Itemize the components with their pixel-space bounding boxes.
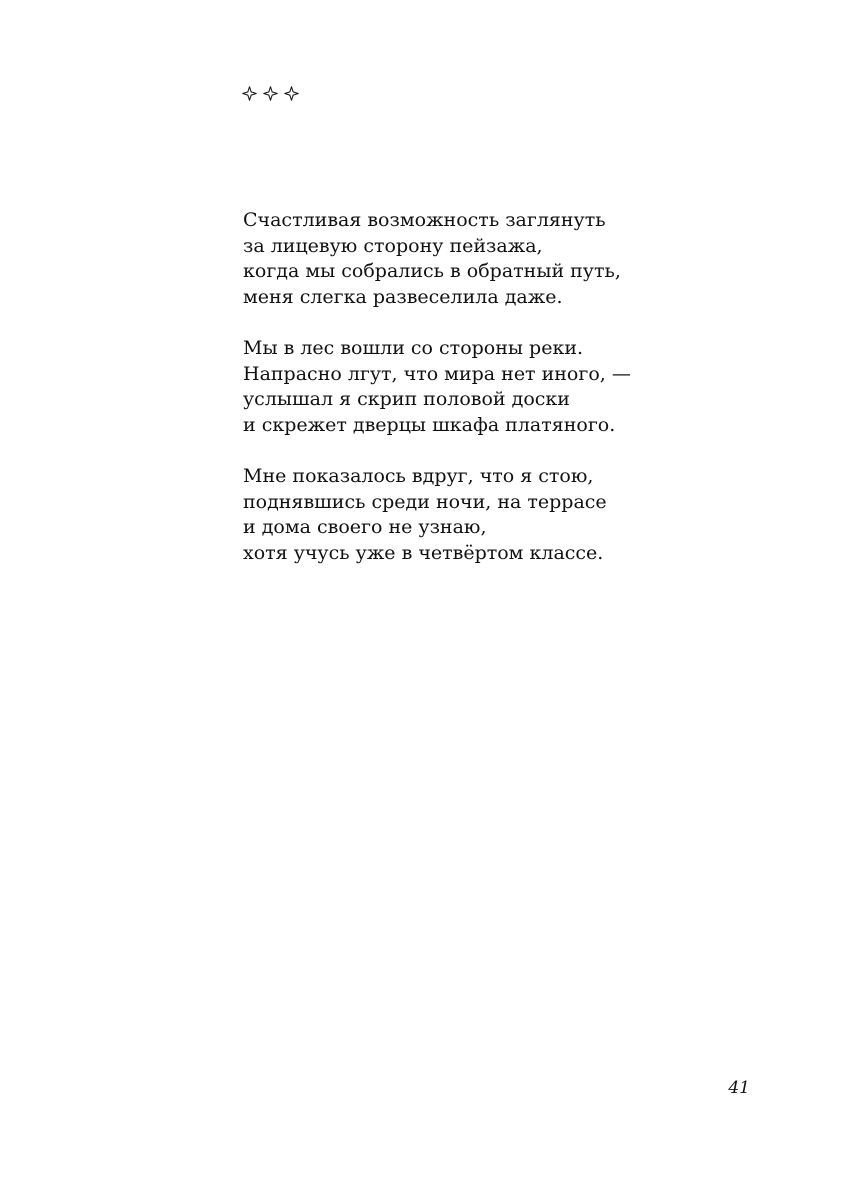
star-ornament-icon — [242, 86, 257, 101]
stanza-2 — [243, 336, 723, 438]
poem-line: Счастливая возможность заглянуть — [243, 209, 606, 231]
poem-line: услышал я скрип половой доски — [243, 388, 570, 410]
poem-line: хотя учусь уже в четвёртом классе. — [243, 541, 604, 564]
poem-line: Напрасно лгут, что мира нет иного, — — [243, 362, 631, 385]
poem-line: поднявшись среди ночи, на террасе — [243, 490, 607, 513]
section-ornament — [242, 86, 299, 101]
poem-line: Мне показалось вдруг, что я стою, — [243, 465, 594, 487]
stanza-3 — [243, 464, 723, 566]
poem-line: за лицевую сторону пейзажа, — [243, 234, 543, 257]
poem-line: и дома своего не узнаю, — [243, 516, 487, 538]
poem-line: Мы в лес вошли со стороны реки. — [243, 337, 584, 359]
stanza-1 — [243, 208, 723, 310]
poem-body — [243, 208, 723, 592]
star-ornament-icon — [263, 86, 278, 101]
page-number: 41 — [728, 1078, 750, 1098]
poem-line: и скрежет дверцы шкафа платяного. — [243, 413, 616, 436]
poem-line: когда мы собрались в обратный путь, — [243, 260, 621, 282]
poem-line: меня слегка развеселила даже. — [243, 285, 563, 308]
star-ornament-icon — [284, 86, 299, 101]
